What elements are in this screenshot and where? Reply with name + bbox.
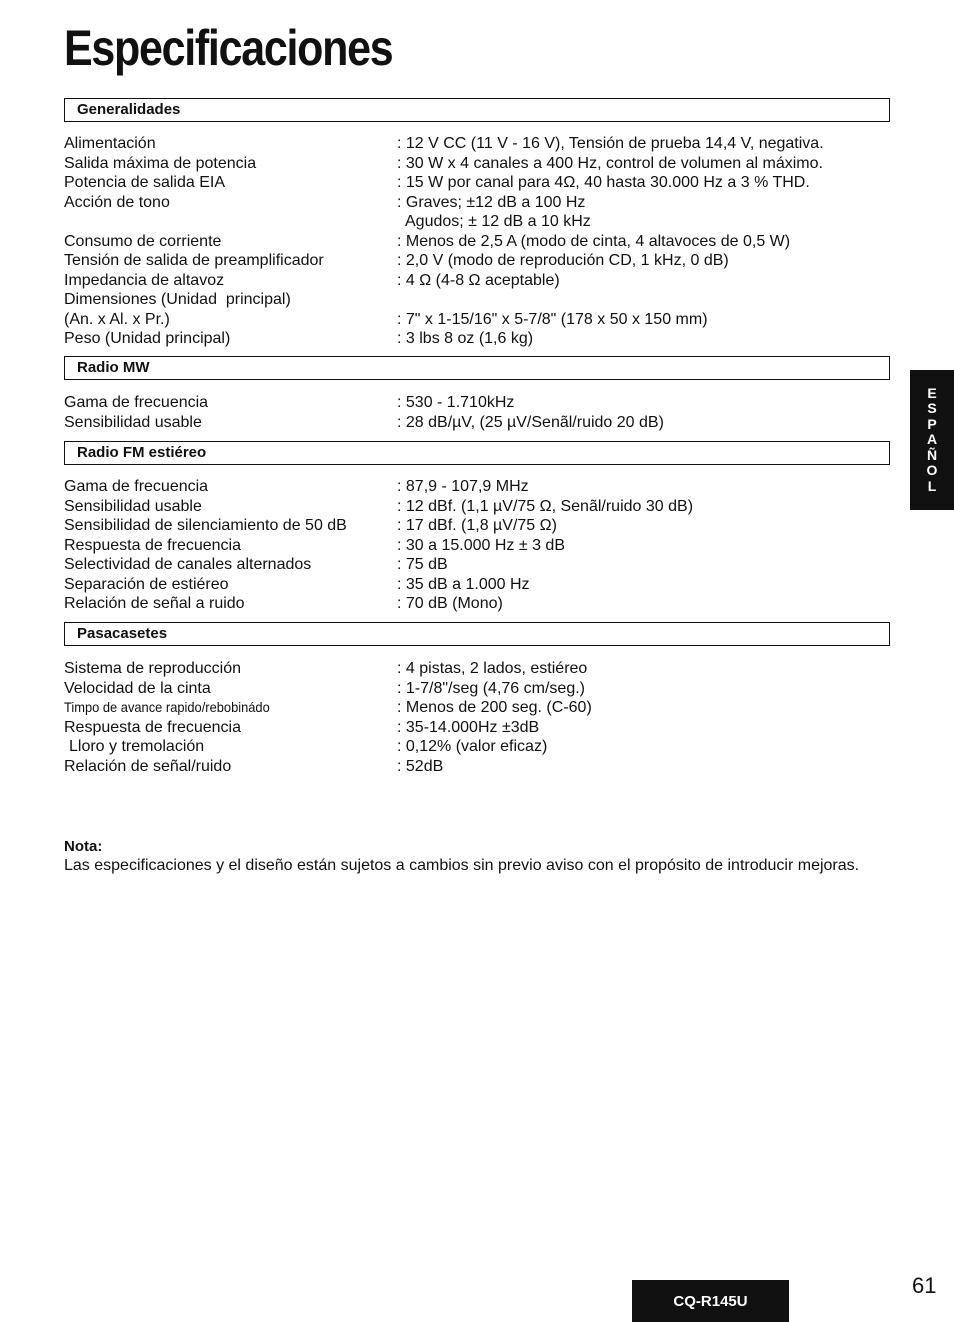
spec-row xyxy=(64,575,904,595)
spec-row xyxy=(64,718,904,738)
side-tab-letter: O xyxy=(926,462,938,479)
page-number: 61 xyxy=(912,1273,937,1298)
spec-row xyxy=(64,659,904,679)
spec-value: : 35-14.000Hz ±3dB xyxy=(397,718,540,736)
spec-row xyxy=(64,212,904,232)
spec-row xyxy=(64,134,904,154)
spec-list-radio-mw xyxy=(64,393,904,432)
spec-list-pasacasetes xyxy=(64,659,904,776)
spec-label: Alimentación xyxy=(64,135,156,152)
page-title: Especificaciones xyxy=(64,20,393,76)
spec-row xyxy=(64,310,904,330)
spec-label: Separación de estiéreo xyxy=(64,575,229,593)
spec-label: Potencia de salida EIA xyxy=(64,174,225,191)
side-tab-letter: A xyxy=(926,431,938,448)
spec-label: Dimensiones (Unidad principal) xyxy=(64,291,291,308)
spec-value: : 30 W x 4 canales a 400 Hz, control de volumen al máximo. xyxy=(397,154,823,172)
spec-label: Sensibilidad usable xyxy=(64,413,202,431)
spec-value: : 87,9 - 107,9 MHz xyxy=(397,478,529,495)
spec-label: Lloro y tremolación xyxy=(69,738,205,755)
spec-value: : 4 pistas, 2 lados, estiéreo xyxy=(397,660,588,677)
note-text: Las especificaciones y el diseño están sujetos a cambios sin previo aviso con el propósito de introducir mejoras. xyxy=(64,857,860,874)
spec-row xyxy=(64,329,904,349)
section-header-radio-fm: Radio FM estiéreo xyxy=(64,441,890,465)
section-header-radio-mw: Radio MW xyxy=(64,356,890,380)
side-tab-letter: L xyxy=(927,477,937,494)
spec-label: Sensibilidad usable xyxy=(64,497,202,515)
note-title: Nota: xyxy=(64,838,103,855)
spec-value: : 75 dB xyxy=(397,556,448,573)
spec-row xyxy=(64,271,904,291)
spec-row xyxy=(64,497,904,517)
model-number-tab: CQ-R145U xyxy=(632,1280,789,1322)
spec-value: : 0,12% (valor eficaz) xyxy=(397,738,548,755)
spec-row xyxy=(64,594,904,614)
spec-row xyxy=(64,536,904,556)
spec-value: : 70 dB (Mono) xyxy=(397,595,503,612)
side-tab-letter: Ñ xyxy=(926,446,938,463)
spec-label: Salida máxima de potencia xyxy=(64,154,257,172)
spec-label: Velocidad de la cinta xyxy=(64,679,211,697)
spec-label: Timpo de avance rapido/rebobinádo xyxy=(64,699,270,715)
spec-value: : 12 V CC (11 V - 16 V), Tensión de prueba 14,4 V, negativa. xyxy=(397,135,824,152)
spec-value: : 17 dBf. (1,8 µV/75 Ω) xyxy=(397,517,557,534)
spec-value: : 28 dB/µV, (25 µV/Senãl/ruido 20 dB) xyxy=(397,413,664,431)
spec-value: : 7" x 1-15/16" x 5-7/8" (178 x 50 x 150 mm) xyxy=(397,310,708,328)
spec-value: Agudos; ± 12 dB a 10 kHz xyxy=(397,213,591,230)
spec-value: : 12 dBf. (1,1 µV/75 Ω, Senãl/ruido 30 dB) xyxy=(397,497,694,515)
side-tab-letter: E xyxy=(927,384,937,401)
spec-row xyxy=(64,193,904,213)
spec-value: : 52dB xyxy=(397,757,444,775)
spec-value: : 530 - 1.710kHz xyxy=(397,394,515,411)
spec-label: Selectividad de canales alternados xyxy=(64,556,312,573)
spec-value: : Graves; ±12 dB a 100 Hz xyxy=(397,193,586,211)
spec-row xyxy=(64,679,904,699)
spec-label: Impedancia de altavoz xyxy=(64,271,225,289)
spec-row xyxy=(64,477,904,497)
spec-row xyxy=(64,232,904,252)
spec-value: : 4 Ω (4-8 Ω aceptable) xyxy=(397,271,560,289)
spec-row xyxy=(64,413,904,433)
spec-label: Sistema de reproducción xyxy=(64,660,241,677)
spec-value: : 35 dB a 1.000 Hz xyxy=(397,575,530,593)
spec-row xyxy=(64,757,904,777)
spec-row xyxy=(64,555,904,575)
spec-label: Respuesta de frecuencia xyxy=(64,536,241,554)
spec-row xyxy=(64,154,904,174)
spec-row xyxy=(64,698,904,718)
spec-row xyxy=(64,393,904,413)
spec-value: : 1-7/8"/seg (4,76 cm/seg.) xyxy=(397,679,585,697)
spec-value: : Menos de 200 seg. (C-60) xyxy=(397,699,592,716)
spec-label: Consumo de corriente xyxy=(64,232,222,250)
spec-label: Tensión de salida de preamplificador xyxy=(64,252,324,269)
spec-label: Peso (Unidad principal) xyxy=(64,330,231,347)
spec-row xyxy=(64,173,904,193)
spec-list-radio-fm xyxy=(64,477,904,614)
spec-label: Gama de frecuencia xyxy=(64,394,209,411)
language-side-tab xyxy=(910,370,954,510)
spec-row xyxy=(64,251,904,271)
spec-label: Sensibilidad de silenciamiento de 50 dB xyxy=(64,517,347,534)
section-header-pasacasetes: Pasacasetes xyxy=(64,622,890,646)
spec-value: : 2,0 V (modo de reprodución CD, 1 kHz, 0 dB) xyxy=(397,252,729,269)
side-tab-letter: S xyxy=(927,400,937,417)
spec-label: Gama de frecuencia xyxy=(64,478,209,495)
spec-label: (An. x Al. x Pr.) xyxy=(64,310,170,328)
spec-label: Respuesta de frecuencia xyxy=(64,718,241,736)
spec-label: Relación de señal a ruido xyxy=(64,595,245,612)
spec-label: Relación de señal/ruido xyxy=(64,757,232,775)
spec-row xyxy=(64,737,904,757)
spec-row xyxy=(64,516,904,536)
spec-row xyxy=(64,290,904,310)
spec-list-generalidades xyxy=(64,134,904,349)
spec-value: : 3 lbs 8 oz (1,6 kg) xyxy=(397,330,534,347)
section-header-generalidades: Generalidades xyxy=(64,98,890,122)
spec-label: Acción de tono xyxy=(64,193,170,211)
side-tab-letter: P xyxy=(927,415,937,432)
spec-value: : Menos de 2,5 A (modo de cinta, 4 altavoces de 0,5 W) xyxy=(397,232,791,250)
spec-value: : 30 a 15.000 Hz ± 3 dB xyxy=(397,536,565,554)
spec-value: : 15 W por canal para 4Ω, 40 hasta 30.000 Hz a 3 % THD. xyxy=(397,174,810,191)
